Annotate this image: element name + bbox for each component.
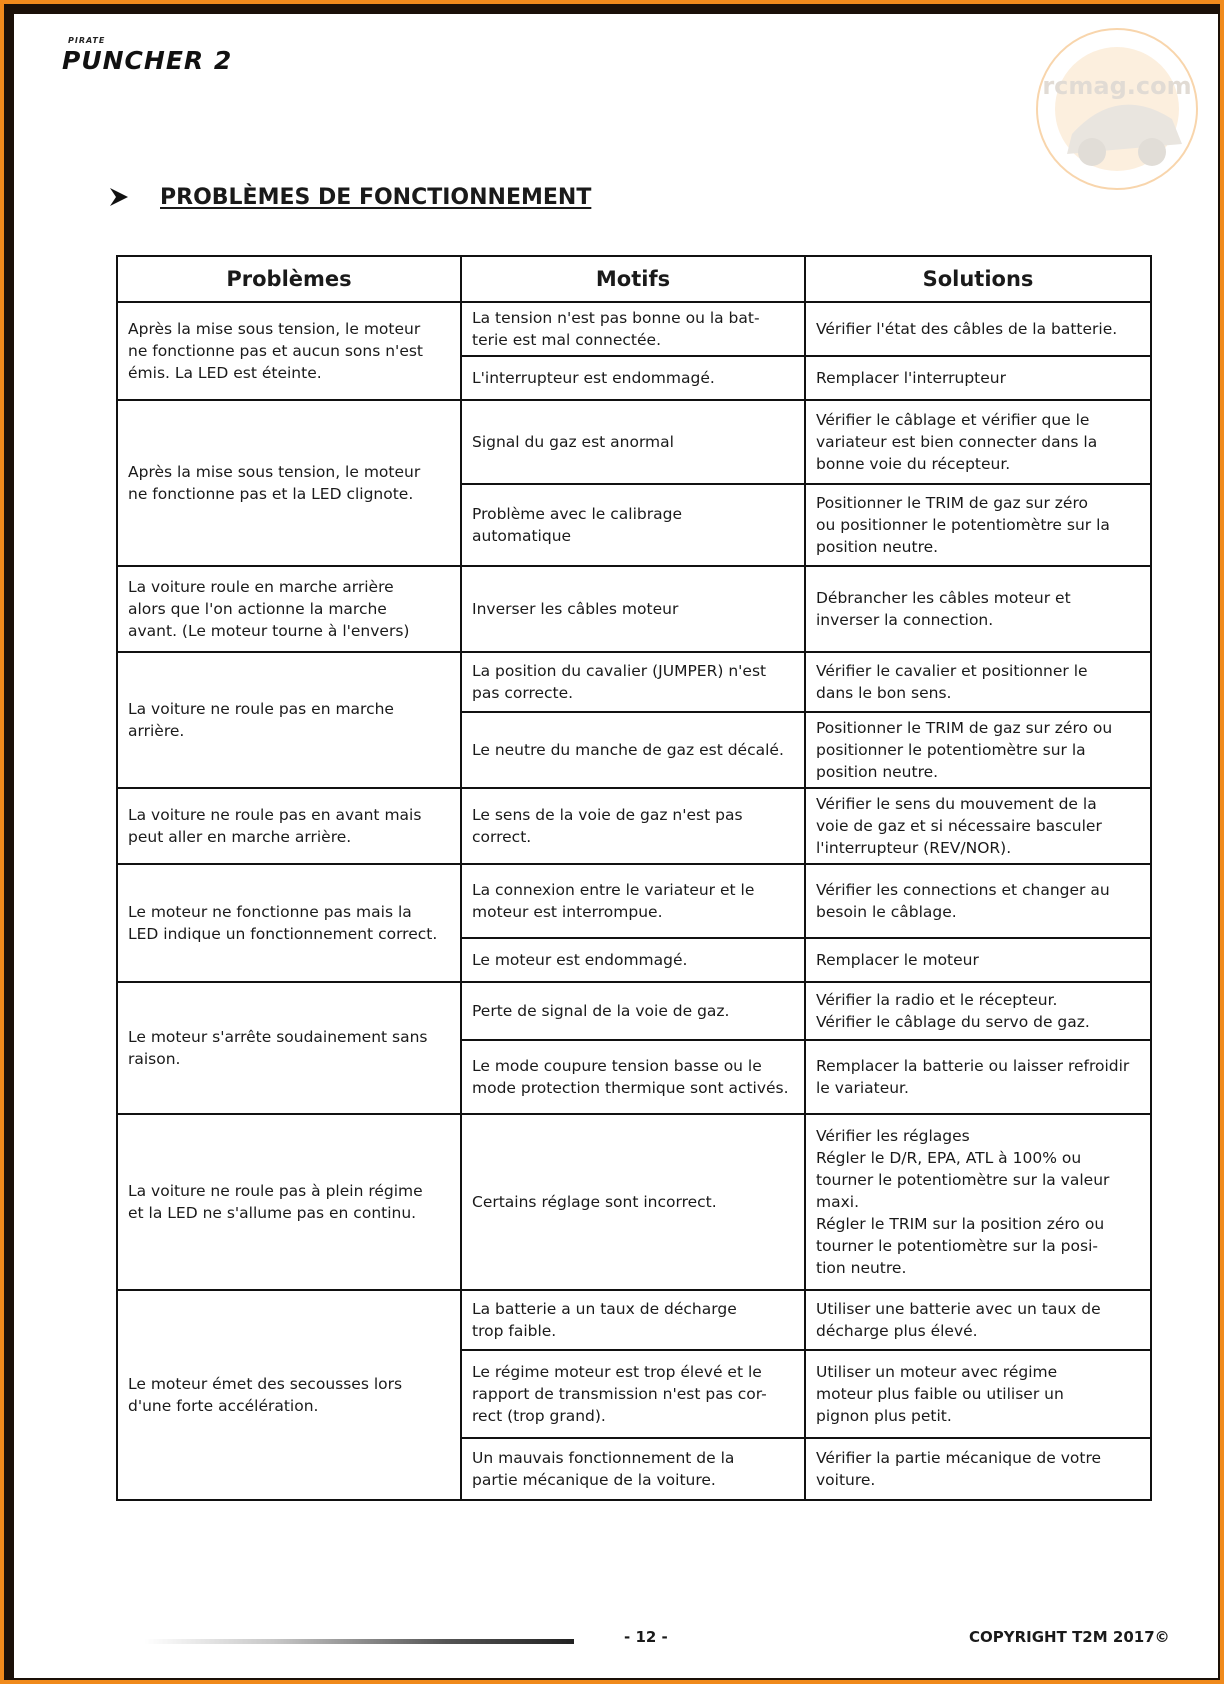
solution-cell: Utiliser une batterie avec un taux de décharge plus élevé. (805, 1290, 1151, 1350)
motif-cell: La position du cavalier (JUMPER) n'est pas correcte. (461, 652, 805, 712)
section-title: PROBLÈMES DE FONCTIONNEMENT (160, 184, 592, 210)
column-header-solutions: Solutions (805, 256, 1151, 302)
page-border (4, 4, 1220, 1680)
motif-cell: Le sens de la voie de gaz n'est pas correct. (461, 788, 805, 864)
solution-cell: Vérifier les réglages Régler le D/R, EPA, ATL à 100% ou tourner le potentiomètre sur la valeur maxi. Régler le TRIM sur la position zéro ou tourner le potentiomètre sur la posi- tion neutre. (805, 1114, 1151, 1290)
table-row (117, 1290, 1151, 1350)
problem-cell: Après la mise sous tension, le moteur ne fonctionne pas et la LED clignote. (117, 400, 461, 566)
section-heading (108, 180, 591, 214)
arrowhead-bullet-icon (108, 186, 130, 208)
motif-cell: Le mode coupure tension basse ou le mode protection thermique sont activés. (461, 1040, 805, 1114)
solution-cell: Positionner le TRIM de gaz sur zéro ou positionner le potentiomètre sur la position neutre. (805, 712, 1151, 788)
motif-cell: Inverser les câbles moteur (461, 566, 805, 652)
problem-cell: La voiture ne roule pas à plein régime et la LED ne s'allume pas en continu. (117, 1114, 461, 1290)
column-header-problems: Problèmes (117, 256, 461, 302)
solution-cell: Vérifier le sens du mouvement de la voie de gaz et si nécessaire basculer l'interrupteur (REV/NOR). (805, 788, 1151, 864)
solution-cell: Vérifier l'état des câbles de la batterie. (805, 302, 1151, 356)
motif-cell: Problème avec le calibrage automatique (461, 484, 805, 566)
table-row (117, 864, 1151, 938)
problem-cell: La voiture roule en marche arrière alors que l'on actionne la marche avant. (Le moteur tourne à l'envers) (117, 566, 461, 652)
solution-cell: Vérifier les connections et changer au besoin le câblage. (805, 864, 1151, 938)
motif-cell: La batterie a un taux de décharge trop faible. (461, 1290, 805, 1350)
motif-cell: Un mauvais fonctionnement de la partie mécanique de la voiture. (461, 1438, 805, 1500)
table-row (117, 566, 1151, 652)
solution-cell: Remplacer la batterie ou laisser refroidir le variateur. (805, 1040, 1151, 1114)
table-row (117, 1114, 1151, 1290)
motif-cell: La tension n'est pas bonne ou la bat- terie est mal connectée. (461, 302, 805, 356)
brand-logo: PUNCHER 2 (62, 46, 233, 75)
footer-gradient-bar (144, 1639, 574, 1644)
problem-cell: La voiture ne roule pas en marche arrière. (117, 652, 461, 788)
motif-cell: Signal du gaz est anormal (461, 400, 805, 484)
solution-cell: Vérifier le câblage et vérifier que le variateur est bien connecter dans la bonne voie du récepteur. (805, 400, 1151, 484)
table-row (117, 788, 1151, 864)
copyright-notice: COPYRIGHT T2M 2017© (969, 1628, 1170, 1646)
table-header-row (117, 256, 1151, 302)
motif-cell: L'interrupteur est endommagé. (461, 356, 805, 400)
page-number: - 12 - (624, 1628, 668, 1646)
table-row (117, 982, 1151, 1040)
problem-cell: La voiture ne roule pas en avant mais peut aller en marche arrière. (117, 788, 461, 864)
solution-cell: Remplacer le moteur (805, 938, 1151, 982)
solution-cell: Débrancher les câbles moteur et inverser la connection. (805, 566, 1151, 652)
problem-cell: Le moteur émet des secousses lors d'une forte accélération. (117, 1290, 461, 1500)
watermark-brand-text: rcmag.com (1042, 72, 1192, 100)
motif-cell: Certains réglage sont incorrect. (461, 1114, 805, 1290)
brand-subtitle: PIRATE (68, 36, 106, 45)
solution-cell: Vérifier la radio et le récepteur. Vérifier le câblage du servo de gaz. (805, 982, 1151, 1040)
troubleshooting-table (116, 255, 1152, 1501)
problem-cell: Après la mise sous tension, le moteur ne fonctionne pas et aucun sons n'est émis. La LED est éteinte. (117, 302, 461, 400)
motif-cell: Perte de signal de la voie de gaz. (461, 982, 805, 1040)
solution-cell: Vérifier la partie mécanique de votre voiture. (805, 1438, 1151, 1500)
document-page (14, 14, 1218, 1678)
motif-cell: La connexion entre le variateur et le moteur est interrompue. (461, 864, 805, 938)
motif-cell: Le moteur est endommagé. (461, 938, 805, 982)
table-row (117, 302, 1151, 356)
column-header-motifs: Motifs (461, 256, 805, 302)
solution-cell: Positionner le TRIM de gaz sur zéro ou positionner le potentiomètre sur la position neutre. (805, 484, 1151, 566)
solution-cell: Utiliser un moteur avec régime moteur plus faible ou utiliser un pignon plus petit. (805, 1350, 1151, 1438)
table-row (117, 652, 1151, 712)
table-row (117, 400, 1151, 484)
motif-cell: Le neutre du manche de gaz est décalé. (461, 712, 805, 788)
problem-cell: Le moteur s'arrête soudainement sans raison. (117, 982, 461, 1114)
problem-cell: Le moteur ne fonctionne pas mais la LED indique un fonctionnement correct. (117, 864, 461, 982)
solution-cell: Remplacer l'interrupteur (805, 356, 1151, 400)
rcmag-watermark-logo (1032, 24, 1202, 194)
motif-cell: Le régime moteur est trop élevé et le rapport de transmission n'est pas cor- rect (trop grand). (461, 1350, 805, 1438)
solution-cell: Vérifier le cavalier et positionner le dans le bon sens. (805, 652, 1151, 712)
